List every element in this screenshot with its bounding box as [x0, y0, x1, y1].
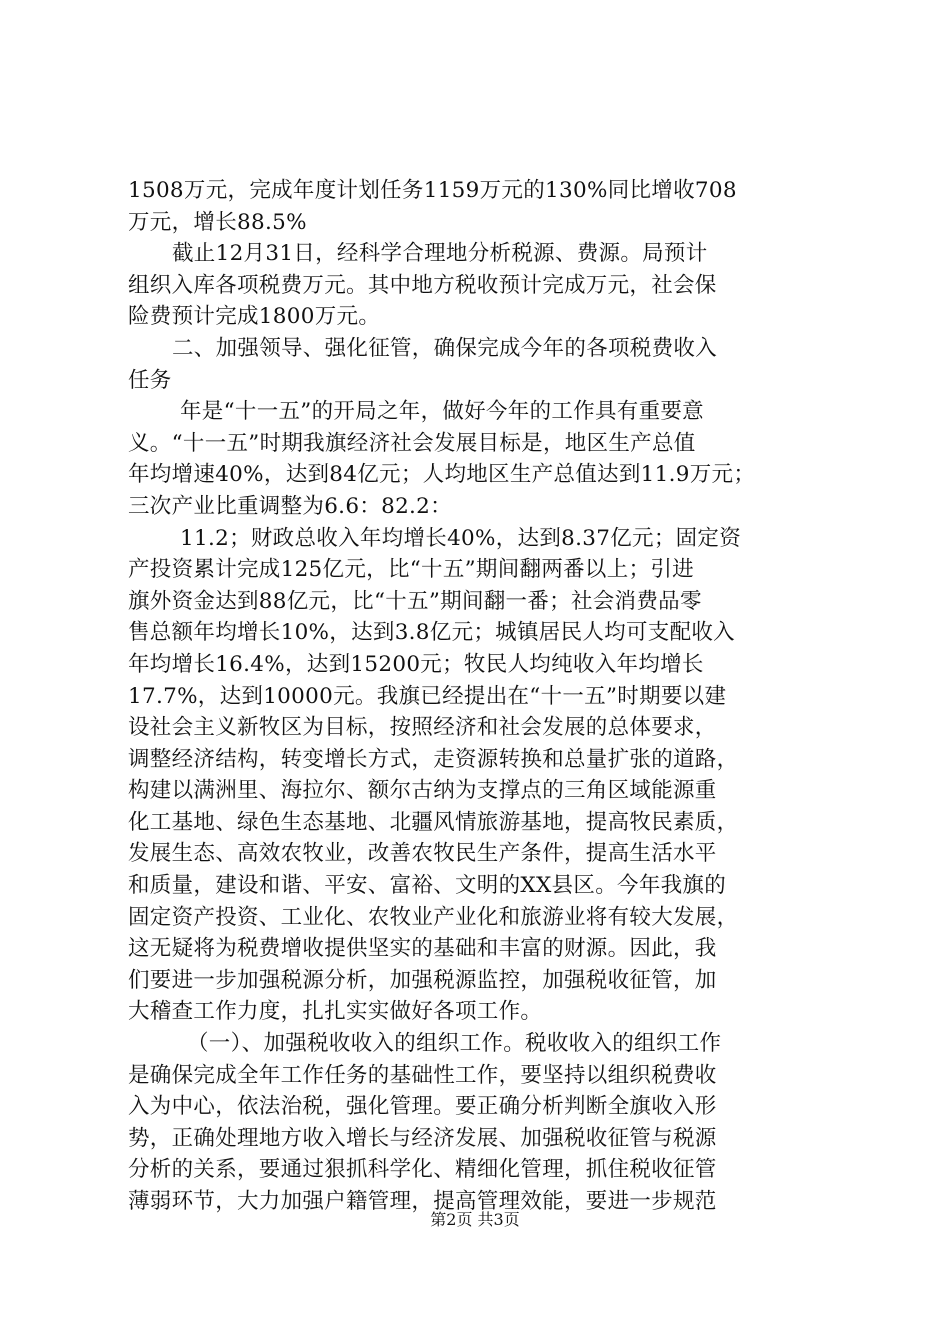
text-line: 11.2；财政总收入年均增长40%，达到8.37亿元；固定资	[180, 525, 742, 551]
text-line: 险费预计完成1800万元。	[128, 304, 381, 330]
body-text	[128, 175, 838, 1218]
text-line: 售总额年均增长10%，达到3.8亿元；城镇居民人均可支配收入	[128, 620, 735, 646]
text-line: 旗外资金达到88亿元，比“十五”期间翻一番；社会消费品零	[128, 588, 702, 614]
text-line: 发展生态、高效农牧业，改善农牧民生产条件，提高生活水平	[128, 841, 717, 867]
text-line: 设社会主义新牧区为目标，按照经济和社会发展的总体要求，	[128, 715, 717, 741]
text-line: 们要进一步加强税源分析，加强税源监控，加强税收征管，加	[128, 967, 717, 993]
text-line: 万元，增长88.5%	[128, 209, 307, 235]
text-line: 义。“十一五”时期我旗经济社会发展目标是，地区生产总值	[128, 430, 696, 456]
section-heading-cont: 任务	[128, 367, 172, 393]
text-line: 构建以满洲里、海拉尔、额尔古纳为支撑点的三角区域能源重	[128, 778, 717, 804]
text-line: 化工基地、绿色生态基地、北疆风情旅游基地，提高牧民素质，	[128, 809, 739, 835]
text-line: 1508万元，完成年度计划任务1159万元的130%同比增收708	[128, 178, 737, 203]
text-line: 17.7%，达到10000元。我旗已经提出在“十一五”时期要以建	[128, 683, 727, 709]
text-line: 大稽查工作力度，扎扎实实做好各项工作。	[128, 999, 543, 1025]
text-line: 年均增速40%，达到84亿元；人均地区生产总值达到11.9万元；	[128, 462, 756, 488]
text-line: 固定资产投资、工业化、农牧业产业化和旅游业将有较大发展，	[128, 904, 739, 930]
text-line: 分析的关系，要通过狠抓科学化、精细化管理，抓住税收征管	[128, 1157, 717, 1183]
text-line: 入为中心，依法治税，强化管理。要正确分析判断全旗收入形	[128, 1094, 717, 1120]
text-line: 和质量，建设和谐、平安、富裕、文明的XX县区。今年我旗的	[128, 873, 727, 899]
text-line: 年均增长16.4%，达到15200元；牧民人均纯收入年均增长	[128, 651, 704, 677]
text-line: 三次产业比重调整为6.6：82.2：	[128, 493, 452, 519]
subsection-heading: （一）、加强税收收入的组织工作。税收收入的组织工作	[187, 1031, 722, 1057]
text-line: 势，正确处理地方收入增长与经济发展、加强税收征管与税源	[128, 1125, 717, 1151]
text-line: 调整经济结构，转变增长方式，走资源转换和总量扩张的道路，	[128, 746, 739, 772]
text-line: 截止12月31日，经科学合理地分析税源、费源。局预计	[172, 241, 708, 267]
text-line: 这无疑将为税费增收提供坚实的基础和丰富的财源。因此，我	[128, 936, 717, 962]
text-line: 薄弱环节，大力加强户籍管理，提高管理效能，要进一步规范	[128, 1189, 717, 1214]
text-line: 组织入库各项税费万元。其中地方税收预计完成万元，社会保	[128, 272, 717, 298]
text-line: 年是“十一五”的开局之年，做好今年的工作具有重要意	[180, 399, 704, 425]
text-line: 产投资累计完成125亿元，比“十五”期间翻两番以上；引进	[128, 557, 694, 583]
section-heading: 二、加强领导、强化征管，确保完成今年的各项税费收入	[172, 335, 718, 361]
page-number-footer: 第2页 共3页	[430, 1210, 520, 1229]
text-line: 是确保完成全年工作任务的基础性工作，要坚持以组织税费收	[128, 1062, 717, 1088]
